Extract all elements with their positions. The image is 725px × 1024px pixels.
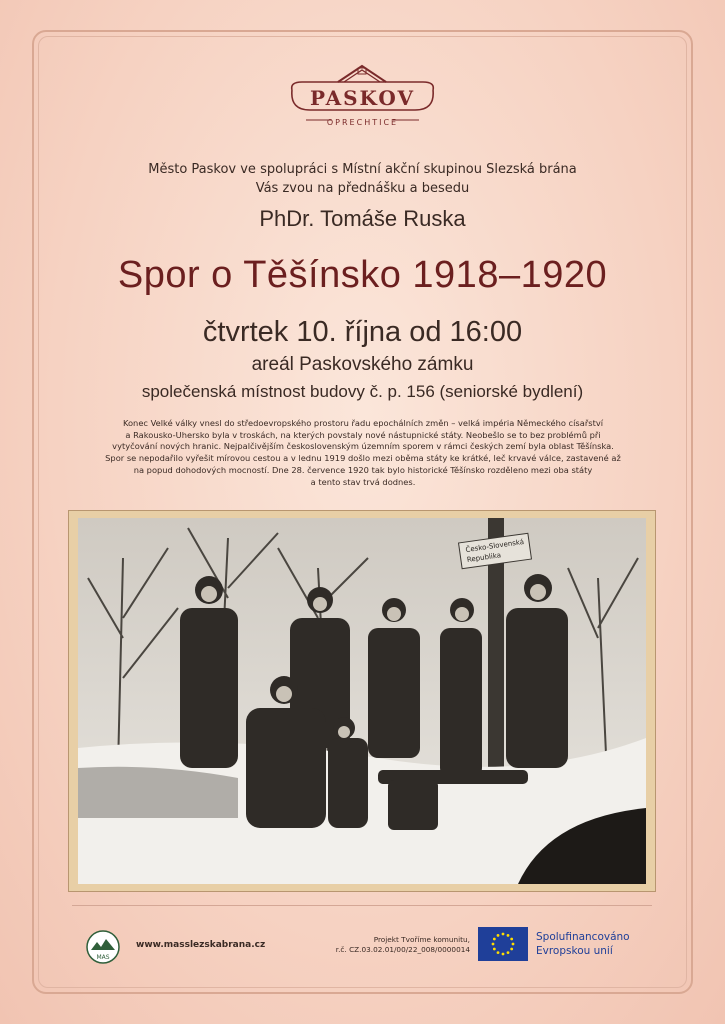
- event-description: [82, 418, 644, 488]
- eu-star: [497, 951, 500, 954]
- logo-name: PASKOV: [310, 86, 415, 110]
- event-room: společenská místnost budovy č. p. 156 (seniorské bydlení): [141, 382, 584, 401]
- eu-line-1: Spolufinancováno: [536, 931, 630, 943]
- eu-star: [510, 948, 513, 951]
- eu-star: [510, 938, 513, 941]
- event-title: Spor o Těšínsko 1918–1920: [117, 254, 608, 296]
- website-link[interactable]: www.masslezskabrana.cz: [136, 940, 266, 950]
- eu-flag-icon: [478, 927, 528, 961]
- historical-soldiers-photo: [78, 518, 646, 884]
- eu-star: [497, 934, 500, 937]
- project-line-1: Projekt Tvoříme komunitu,: [373, 935, 470, 944]
- eu-star: [507, 951, 510, 954]
- invitation-intro: [40, 160, 685, 198]
- eu-star: [492, 943, 495, 946]
- eu-line-2: Evropskou unií: [536, 945, 613, 957]
- eu-star: [507, 934, 510, 937]
- eu-star: [502, 953, 505, 956]
- description-line: a tento stav trvá dodnes.: [310, 476, 416, 487]
- description-line: Spor se nepodařilo vyřešit mírovou cestou a v lednu 1919 došlo mezi oběma státy ke krátké, leč krvavé válce, zastavené až: [105, 453, 621, 464]
- paskov-logo: [280, 60, 445, 130]
- mas-label: MAS: [96, 954, 110, 961]
- description-line: vytyčování nových hranic. Nejpalčivějším československým územním sporem v rámci českých zemí byla oblast Těšínska.: [112, 441, 614, 452]
- project-info: [300, 935, 470, 955]
- eu-cofinanced-label: [536, 930, 630, 958]
- mas-emblem-icon: [86, 930, 120, 964]
- sign-line-1: Česko-Slovenská: [465, 537, 525, 555]
- footer-divider: [72, 905, 652, 906]
- eu-star: [502, 933, 505, 936]
- speaker-name: PhDr. Tomáše Ruska: [259, 206, 466, 231]
- logo-subtitle: OPRECHTICE: [326, 118, 399, 127]
- intro-line-1: Město Paskov ve spolupráci s Místní akční skupinou Slezská brána: [148, 162, 577, 177]
- eu-star: [512, 943, 515, 946]
- eu-star: [493, 938, 496, 941]
- eu-star: [493, 948, 496, 951]
- event-date: čtvrtek 10. října od 16:00: [202, 316, 523, 348]
- intro-line-2: Vás zvou na přednášku a besedu: [255, 181, 470, 196]
- mas-logo: [86, 930, 120, 964]
- description-line: na popud dohodových mocností. Dne 28. července 1920 tak bylo historické Těšínsko rozděleno mezi oba státy: [133, 464, 593, 475]
- description-line: a Rakousko-Uhersko byla v troskách, na kterých povstaly nové nástupnické státy. Neobešlo se to bez problémů při: [125, 429, 601, 440]
- description-line: Konec Velké války vnesl do středoevropského prostoru řadu epochálních změn – velká impéria Německého císařství: [122, 418, 604, 428]
- event-venue: areál Paskovského zámku: [251, 354, 474, 375]
- sign-line-2: Republika: [466, 551, 502, 564]
- soldiers-photo-illustration: [78, 518, 646, 884]
- project-line-2: r.č. CZ.03.02.01/00/22_008/0000014: [335, 945, 470, 954]
